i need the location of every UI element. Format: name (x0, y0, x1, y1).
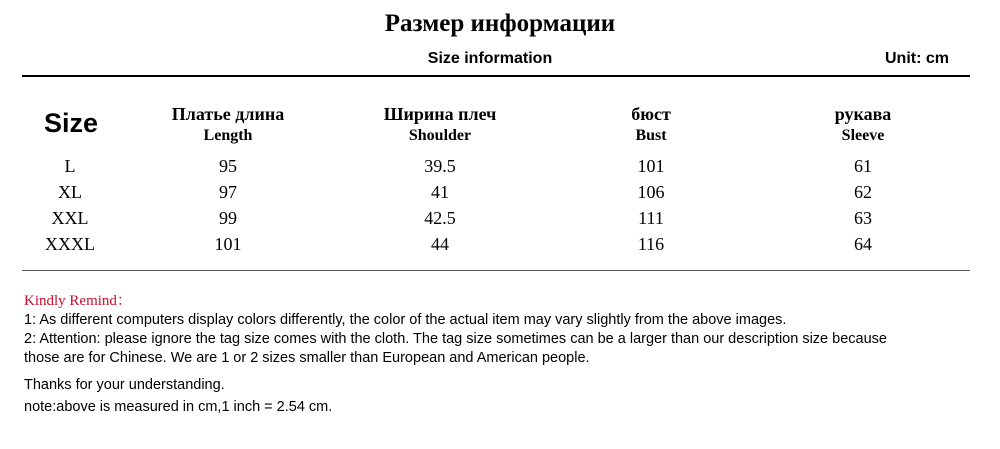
column-header-en: Bust (635, 127, 667, 144)
length-cell: 95 (219, 156, 237, 176)
column-header-sleeve (763, 103, 963, 147)
column-header-en: Sleeve (841, 127, 885, 144)
note-line-2b: those are for Chinese. We are 1 or 2 sizes smaller than European and American people. (24, 350, 590, 366)
shoulder-cell: 39.5 (424, 156, 456, 176)
size-cell: XL (58, 182, 82, 202)
bust-cell: 111 (638, 208, 664, 228)
page-title: Размер информации (384, 10, 616, 37)
column-header-en: Shoulder (408, 127, 472, 144)
sleeve-cell: 62 (854, 182, 872, 202)
column-header-ru: Платье длина (171, 104, 285, 124)
size-column-header: Size (44, 108, 99, 138)
sleeve-cell: 61 (854, 156, 872, 176)
thanks-line: Thanks for your understanding. (24, 377, 225, 393)
size-cell: XXL (51, 208, 89, 228)
shoulder-cell: 42.5 (424, 208, 456, 228)
bottom-divider (22, 270, 970, 271)
note-line-1: 1: As different computers display colors differently, the color of the actual item may vary slightly from the above images. (24, 312, 787, 328)
column-header-bust (551, 103, 751, 147)
top-divider (22, 75, 970, 77)
length-cell: 101 (214, 234, 242, 254)
bust-cell: 101 (637, 156, 665, 176)
unit-label: Unit: cm (885, 50, 949, 67)
size-cell: XXXL (45, 234, 95, 254)
measure-note: note:above is measured in cm,1 inch = 2.54 cm. (24, 399, 333, 415)
column-header-length (128, 103, 328, 147)
column-header-en: Length (203, 127, 253, 144)
subtitle: Size information (427, 50, 553, 67)
size-cell: L (64, 156, 76, 176)
sleeve-cell: 64 (854, 234, 872, 254)
length-cell: 99 (219, 208, 237, 228)
column-header-ru: рукава (834, 104, 892, 124)
remind-title: Kindly Remind： (24, 293, 132, 309)
note-line-2a: 2: Attention: please ignore the tag size comes with the cloth. The tag size sometimes can be a larger than our description size because (24, 331, 887, 347)
shoulder-cell: 41 (431, 182, 449, 202)
bust-cell: 116 (637, 234, 665, 254)
column-header-ru: бюст (631, 104, 671, 124)
column-header-ru: Ширина плеч (383, 104, 497, 124)
column-header-shoulder (340, 103, 540, 147)
length-cell: 97 (219, 182, 237, 202)
bust-cell: 106 (637, 182, 665, 202)
sleeve-cell: 63 (854, 208, 872, 228)
shoulder-cell: 44 (431, 234, 449, 254)
